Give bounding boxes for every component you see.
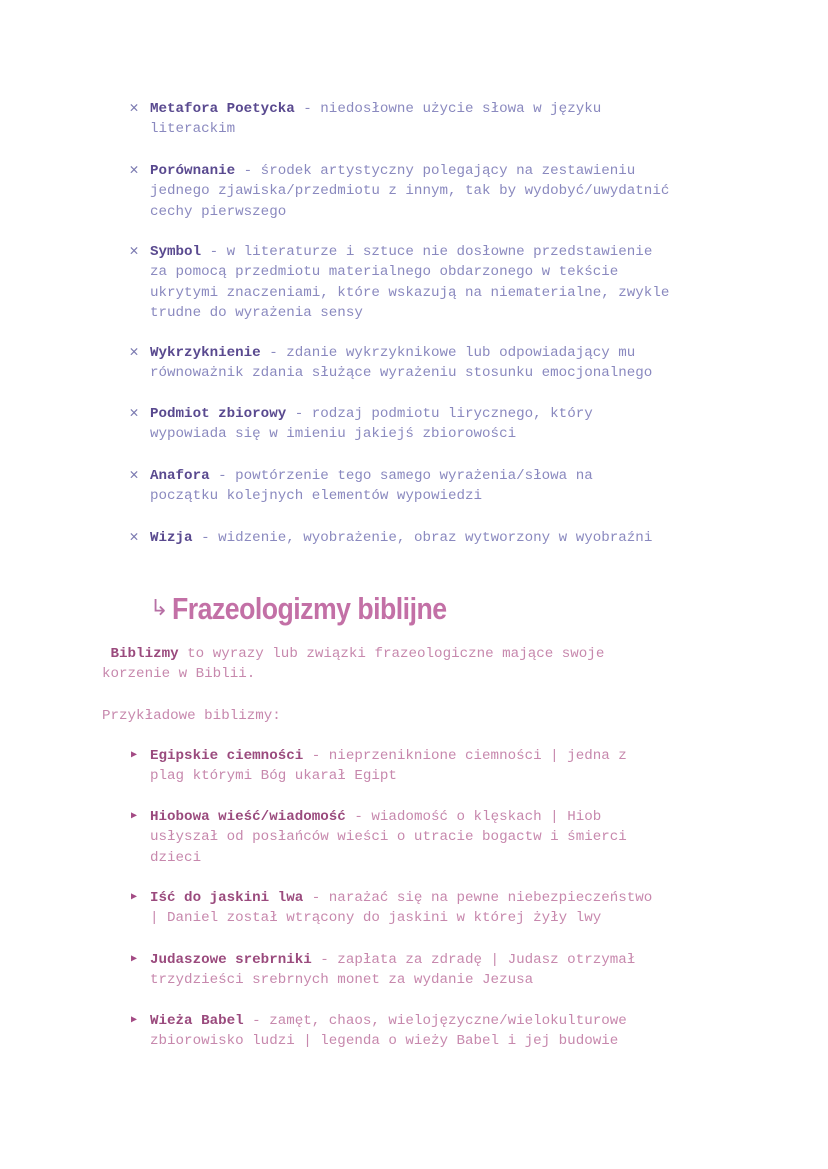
biblicism-term: Hiobowa wieść/wiadomość: [150, 809, 346, 825]
figure-line-2: początku kolejnych elementów wypowiedzi: [150, 488, 483, 505]
biblicism-item: [130, 888, 750, 929]
figure-item: [129, 404, 750, 445]
triangle-bullet-icon: ▶: [130, 892, 138, 903]
biblicism-line-1: [150, 807, 750, 827]
x-bullet-icon: ✕: [129, 344, 139, 361]
arrow-down-right-icon: ↳: [150, 595, 169, 621]
figure-line-1: [150, 466, 750, 486]
triangle-bullet-icon: ▶: [130, 750, 138, 761]
section-title: Frazeologizmy biblijne: [172, 590, 447, 626]
biblicism-definition: - nieprzeniknione ciemności | jedna z: [303, 748, 627, 764]
figure-line-3: ukrytymi znaczeniami, które wskazują na niematerialne, zwykle: [150, 284, 670, 301]
figure-line-1: [150, 528, 750, 548]
examples-label: Przykładowe biblizmy:: [102, 708, 281, 724]
triangle-bullet-icon: ▶: [130, 811, 138, 822]
figure-line-2: równoważnik zdania służące wyrażeniu stosunku emocjonalnego: [150, 365, 653, 382]
figure-definition: - powtórzenie tego samego wyrażenia/słowa na: [209, 468, 593, 484]
biblicism-line-1: [150, 950, 750, 970]
figure-definition: - w literaturze i sztuce nie dosłowne przedstawienie: [201, 244, 653, 260]
biblicism-line-1: [150, 746, 750, 766]
figure-line-1: [150, 161, 750, 181]
figure-line-1: [150, 404, 750, 424]
figure-definition: - środek artystyczny polegający na zestawieniu: [235, 163, 636, 179]
triangle-bullet-icon: ▶: [130, 1015, 138, 1026]
biblicism-definition: - zamęt, chaos, wielojęzyczne/wielokulturowe: [243, 1013, 627, 1029]
figure-item: [129, 466, 750, 507]
biblicism-term: Iść do jaskini lwa: [150, 890, 304, 906]
figure-line-1: [150, 343, 750, 363]
biblicism-definition: - wiadomość o klęskach | Hiob: [345, 809, 602, 825]
figure-line-2: jednego zjawiska/przedmiotu z innym, tak by wydobyć/uwydatnić: [150, 183, 670, 200]
figure-definition: - widzenie, wyobrażenie, obraz wytworzony w wyobraźni: [192, 530, 653, 546]
figure-line-1: [150, 99, 750, 119]
figure-term: Porównanie: [150, 163, 236, 179]
figure-term: Symbol: [150, 244, 202, 260]
biblicism-item: [130, 746, 750, 787]
biblicism-line-2: trzydzieści srebrnych monet za wydanie Jezusa: [150, 972, 534, 989]
figure-line-2: literackim: [150, 121, 236, 138]
x-bullet-icon: ✕: [129, 243, 139, 260]
figure-line-1: [150, 242, 750, 262]
figure-item: [129, 161, 750, 222]
figure-term: Wykrzyknienie: [150, 345, 261, 361]
intro-line-1: [102, 644, 742, 664]
intro-paragraph: [102, 644, 742, 685]
x-bullet-icon: ✕: [129, 467, 139, 484]
biblicism-definition: - narażać się na pewne niebezpieczeństwo: [303, 890, 653, 906]
figure-line-2: wypowiada się w imieniu jakiejś zbiorowości: [150, 426, 517, 443]
triangle-bullet-icon: ▶: [130, 954, 138, 965]
intro-term: Biblizmy: [110, 646, 179, 662]
figure-term: Anafora: [150, 468, 210, 484]
biblicism-item: [130, 1011, 750, 1052]
figure-item: [129, 99, 750, 140]
biblicism-line-1: [150, 888, 750, 908]
figure-definition: - zdanie wykrzyknikowe lub odpowiadający mu: [260, 345, 636, 361]
biblicism-line-3: dzieci: [150, 849, 202, 866]
figure-line-3: cechy pierwszego: [150, 203, 287, 220]
intro-line-2: korzenie w Biblii.: [102, 666, 256, 683]
figure-definition: - rodzaj podmiotu lirycznego, który: [286, 406, 593, 422]
x-bullet-icon: ✕: [129, 162, 139, 179]
section-heading: [150, 586, 492, 632]
figure-line-2: za pomocą przedmiotu materialnego obdarzonego w tekście: [150, 264, 619, 281]
biblicism-term: Egipskie ciemności: [150, 748, 304, 764]
intro-text: to wyrazy lub związki frazeologiczne mające swoje: [178, 646, 605, 662]
figure-term: Metafora Poetycka: [150, 101, 295, 117]
figure-item: [129, 343, 750, 384]
biblicism-line-1: [150, 1011, 750, 1031]
figure-item: [129, 528, 750, 548]
figure-line-4: trudne do wyrażenia sensy: [150, 305, 363, 322]
biblicism-line-2: usłyszał od posłańców wieści o utracie bogactw i śmierci: [150, 829, 627, 846]
figure-term: Podmiot zbiorowy: [150, 406, 287, 422]
x-bullet-icon: ✕: [129, 100, 139, 117]
biblicism-definition: - zapłata za zdradę | Judasz otrzymał: [311, 952, 636, 968]
biblicism-line-2: zbiorowisko ludzi | legenda o wieży Babel i jej budowie: [150, 1033, 619, 1050]
biblicism-line-2: | Daniel został wtrącony do jaskini w której żyły lwy: [150, 910, 602, 927]
biblicism-item: [130, 807, 750, 868]
biblicism-line-2: plag którymi Bóg ukarał Egipt: [150, 768, 397, 785]
biblicism-term: Judaszowe srebrniki: [150, 952, 312, 968]
x-bullet-icon: ✕: [129, 405, 139, 422]
figure-item: [129, 242, 750, 324]
biblicism-item: [130, 950, 750, 991]
figure-term: Wizja: [150, 530, 193, 546]
x-bullet-icon: ✕: [129, 529, 139, 546]
figure-definition: - niedosłowne użycie słowa w języku: [294, 101, 602, 117]
biblicism-term: Wieża Babel: [150, 1013, 244, 1029]
